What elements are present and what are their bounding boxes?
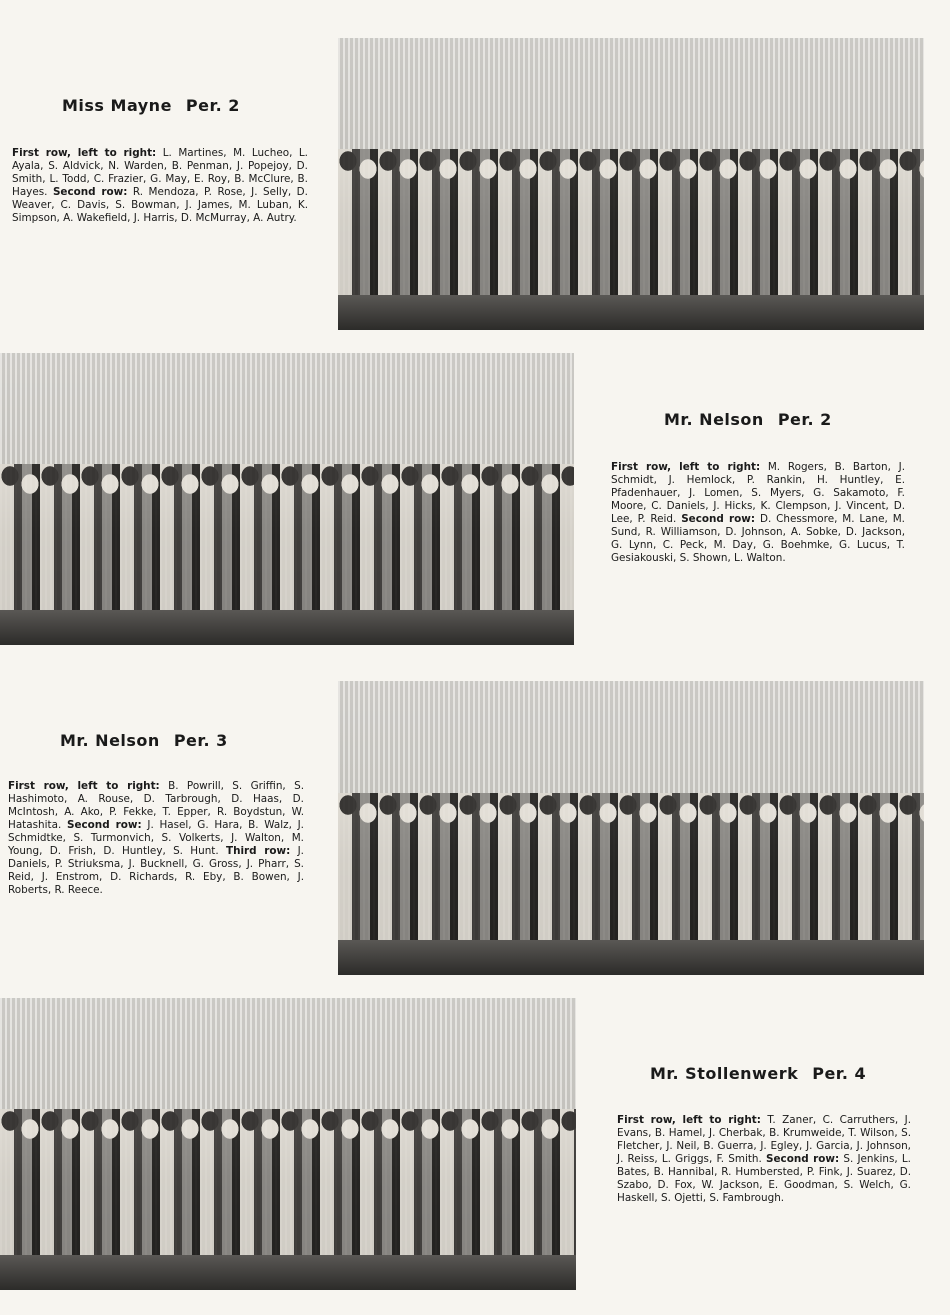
section-2-caption [611, 461, 905, 565]
section-3-row1-label: First row, left to right: [8, 780, 160, 792]
section-3-row2-label: Second row: [66, 819, 142, 831]
section-4-row1-label: First row, left to right: [617, 1114, 761, 1126]
section-3-floor [338, 940, 924, 975]
section-3-teacher: Mr. Nelson [60, 731, 160, 750]
section-1-title [62, 96, 240, 115]
section-3-row2: J. Hasel, G. Hara, B. Walz, J. Schmidtke, S. Turmonvich, S. Volkerts, J. Walton, M. Young, D. Frish, D. Huntley, S. Hunt. [8, 819, 304, 857]
section-4-class-photo [0, 998, 576, 1290]
section-3-row3: J. Daniels, P. Striuksma, J. Bucknell, G. Gross, J. Pharr, S. Reid, J. Enstrom, D. Richards, R. Eby, B. Bowen, J. Roberts, R. Reece. [8, 845, 304, 896]
section-3-row3-label: Third row: [226, 845, 291, 857]
section-2-floor [0, 610, 574, 645]
section-2-title [664, 410, 832, 429]
section-4-row2-label: Second row: [766, 1153, 840, 1165]
section-1-caption [12, 147, 308, 225]
section-3-period: Per. 3 [173, 731, 228, 750]
section-2-row1-label: First row, left to right: [611, 461, 761, 473]
section-1-floor [338, 295, 924, 330]
section-4-caption [617, 1114, 911, 1205]
section-1-period: Per. 2 [185, 96, 240, 115]
section-1-class-photo [338, 38, 924, 330]
section-3-caption [8, 780, 304, 897]
section-3-title [60, 731, 228, 750]
section-2-class-photo [0, 353, 574, 645]
section-4-teacher: Mr. Stollenwerk [650, 1064, 799, 1083]
section-1-row2-label: Second row: [52, 186, 128, 198]
section-1-row2: R. Mendoza, P. Rose, J. Selly, D. Weaver, C. Davis, S. Bowman, J. James, M. Luban, K. Simpson, A. Wakefield, J. Harris, D. McMurray, A. Autry. [12, 186, 308, 224]
section-2-period: Per. 2 [777, 410, 832, 429]
section-3-row1: B. Powrill, S. Griffin, S. Hashimoto, A. Rouse, D. Tarbrough, D. Haas, D. McIntosh, A. Ako, P. Fekke, T. Epper, R. Boydstun, W. Hatashita. [8, 780, 304, 831]
section-3-class-photo [338, 681, 924, 975]
section-2-row1: M. Rogers, B. Barton, J. Schmidt, J. Hemlock, P. Rankin, H. Huntley, E. Pfadenhauer, J. Lomen, S. Myers, G. Sakamoto, F. Moore, C. Daniels, J. Hicks, K. Clempson, J. Vincent, D. Lee, P. Reid. [611, 461, 905, 525]
section-4-title [650, 1064, 866, 1083]
section-4-row2: S. Jenkins, L. Bates, B. Hannibal, R. Humbersted, P. Fink, J. Suarez, D. Szabo, D. Fox, W. Jackson, E. Goodman, S. Welch, G. Haskell, S. Ojetti, S. Fambrough. [617, 1153, 911, 1204]
section-2-row2: D. Chessmore, M. Lane, M. Sund, R. Williamson, D. Johnson, A. Sobke, D. Jackson, G. Lynn, C. Peck, M. Day, G. Boehmke, G. Lucus, T. Gesiakouski, S. Shown, L. Walton. [611, 513, 905, 564]
section-1-row1-label: First row, left to right: [12, 147, 157, 159]
section-2-teacher: Mr. Nelson [664, 410, 764, 429]
section-1-row1: L. Martines, M. Lucheo, L. Ayala, S. Aldvick, N. Warden, B. Penman, J. Popejoy, D. Smith, L. Todd, C. Frazier, G. May, E. Roy, B. McClure, B. Hayes. [12, 147, 308, 198]
section-4-period: Per. 4 [812, 1064, 867, 1083]
section-4-floor [0, 1255, 576, 1290]
section-4-row1: T. Zaner, C. Carruthers, J. Evans, B. Hamel, J. Cherbak, B. Krumweide, T. Wilson, S. Fletcher, J. Neil, B. Guerra, J. Egley, J. Garcia, J. Johnson, J. Reiss, L. Griggs, F. Smith. [617, 1114, 911, 1165]
section-2-row2-label: Second row: [681, 513, 756, 525]
section-1-teacher: Miss Mayne [62, 96, 172, 115]
